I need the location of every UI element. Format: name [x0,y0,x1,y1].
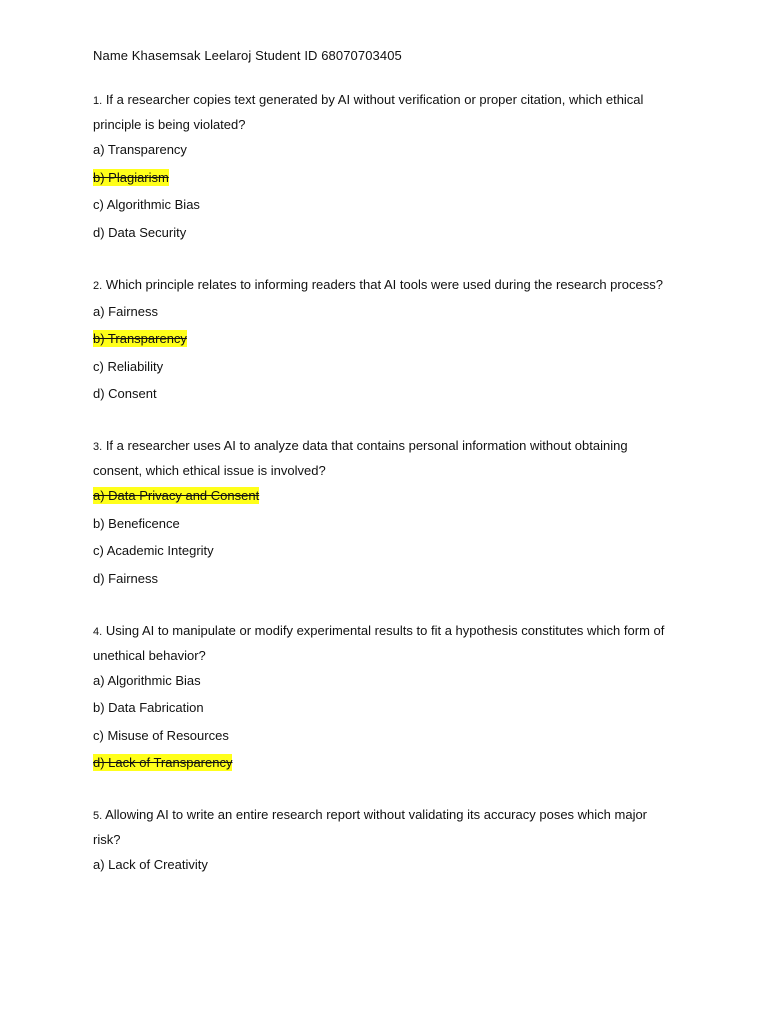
question-2 [93,273,673,405]
question-1 [93,88,673,243]
question-prompt: Which principle relates to informing readers that AI tools were used during the research process? [105,276,663,292]
question-prompt: Using AI to manipulate or modify experimental results to fit a hypothesis constitutes which form of unethical behavior? [93,622,665,663]
document-page [93,46,673,905]
question-number: 4. [93,625,103,638]
selected-answer-highlight: b) Plagiarism [93,169,169,185]
option-d [93,753,673,773]
selected-answer-highlight: d) Lack of Transparency [93,755,233,770]
option-b [93,329,673,349]
option-d: d) Consent [93,386,157,401]
question-3 [93,434,673,589]
option-a: a) Fairness [93,303,159,319]
question-number: 5. [93,810,103,822]
question-number: 2. [93,279,103,292]
student-name-line: Name Khasemsak Leelaroj Student ID 68070703405 [93,48,402,63]
question-3-text [93,434,673,482]
question-number: 3. [93,441,103,453]
option-c: c) Algorithmic Bias [93,197,200,212]
option-a: a) Lack of Creativity [93,857,208,872]
question-5-text [93,803,673,851]
selected-answer-highlight: b) Transparency [93,331,187,346]
question-number: 1. [93,95,103,107]
question-1-text [93,88,673,136]
option-a: a) Algorithmic Bias [93,672,201,688]
option-a [93,486,673,506]
option-b: b) Beneficence [93,515,180,531]
option-b [93,168,673,188]
option-a: a) Transparency [93,142,187,157]
option-b: b) Data Fabrication [93,700,204,715]
question-4-text [93,619,673,667]
option-c: c) Reliability [93,358,164,374]
question-2-text [93,273,673,298]
question-5 [93,803,673,875]
selected-answer-highlight: a) Data Privacy and Consent [93,488,260,503]
option-c: c) Misuse of Resources [93,727,229,743]
question-prompt: If a researcher copies text generated by AI without verification or proper citation, which ethical principle is being violated? [93,92,644,132]
question-prompt: If a researcher uses AI to analyze data that contains personal information without obtaining consent, which ethical issue is involved? [93,438,628,478]
option-d: d) Data Security [93,224,187,240]
option-c: c) Academic Integrity [93,543,214,558]
option-d: d) Fairness [93,570,159,586]
question-prompt: Allowing AI to write an entire research report without validating its accuracy poses which major risk? [93,807,648,847]
question-4 [93,619,673,774]
